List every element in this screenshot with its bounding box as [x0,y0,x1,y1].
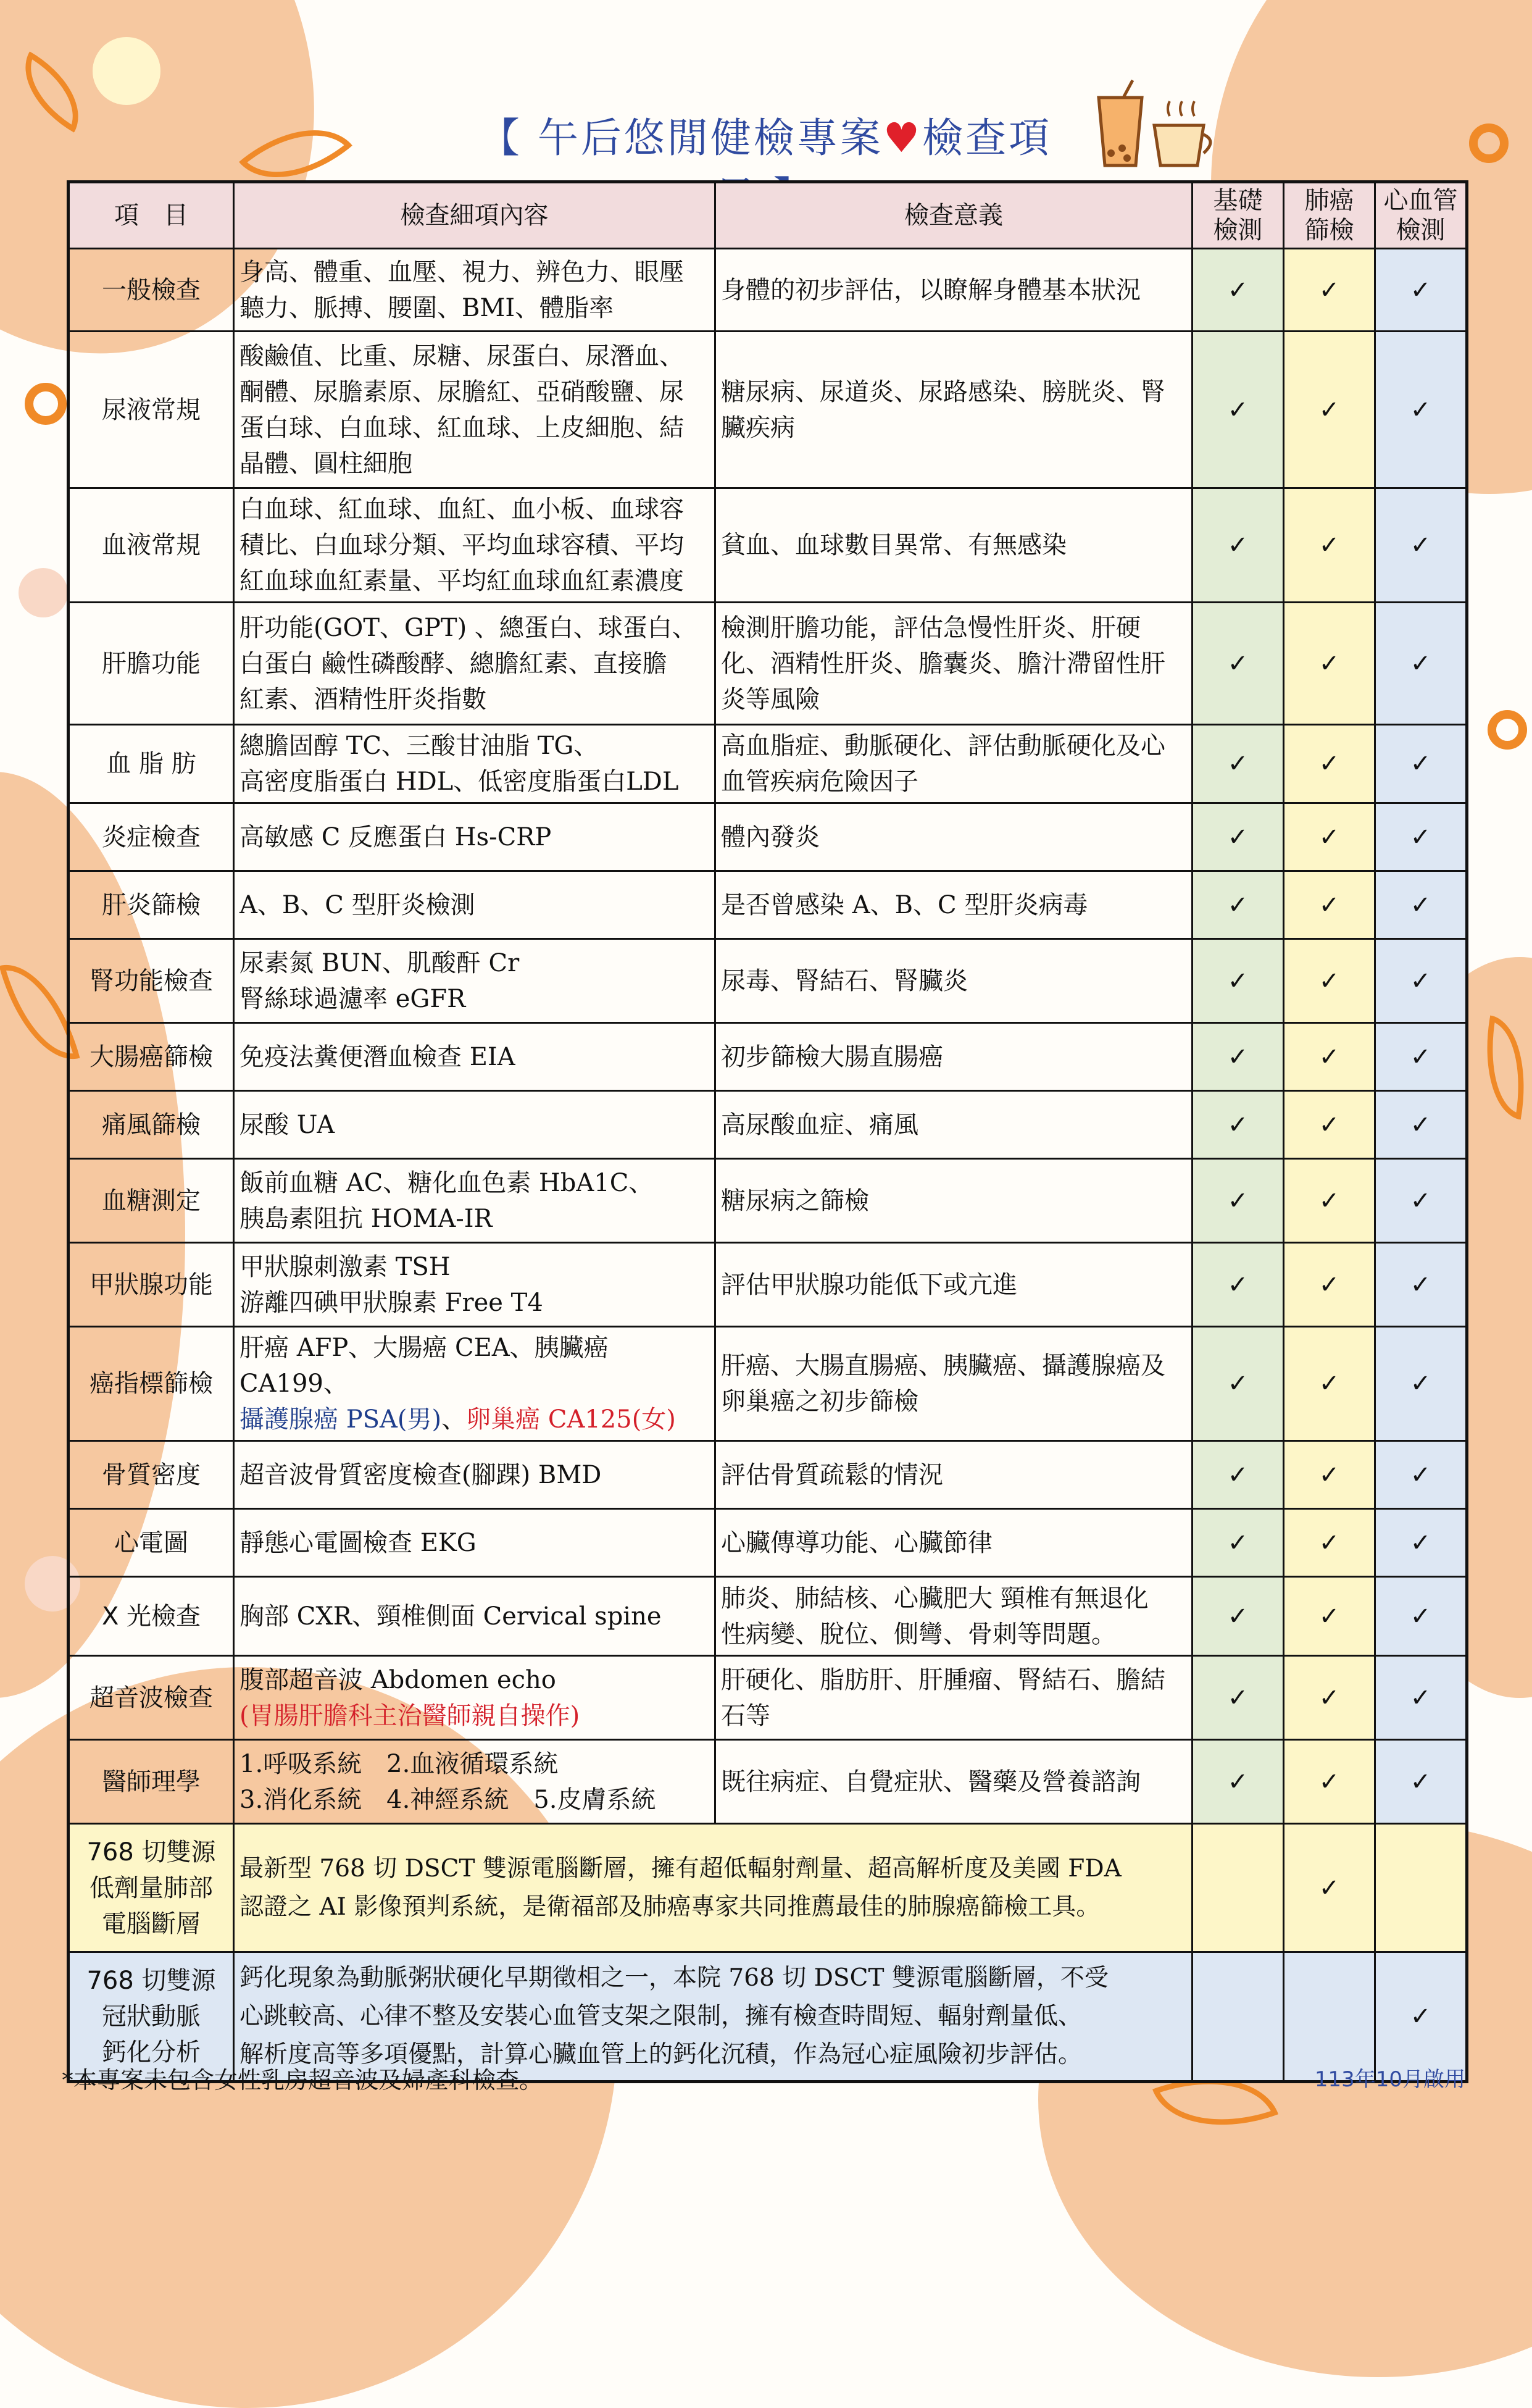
checkup-table [67,180,1468,2083]
table-header-row [69,182,1467,249]
check-icon: ✓ [1284,249,1375,332]
check-icon: ✓ [1375,488,1467,603]
row-detail: 總膽固醇 TC、三酸甘油脂 TG、 高密度脂蛋白 HDL、低密度脂蛋白LDL [234,725,715,803]
check-icon: ✓ [1284,1509,1375,1577]
check-icon: ✓ [1284,1824,1375,1952]
special-item: 768 切雙源 冠狀動脈 鈣化分析 [69,1952,234,2082]
table-row [69,871,1467,939]
row-meaning: 是否曾感染 A、B、C 型肝炎病毒 [715,871,1193,939]
row-item: 血 脂 肪 [69,725,234,803]
check-icon: ✓ [1375,1243,1467,1327]
check-icon: ✓ [1193,1091,1284,1159]
row-detail: 肝功能(GOT、GPT) 、總蛋白、球蛋白、 白蛋白 鹼性磷酸酵、總膽紅素、直接膽 紅素、酒精性肝炎指數 [234,603,715,725]
check-icon: ✓ [1193,488,1284,603]
row-item: 心電圖 [69,1509,234,1577]
check-icon: ✓ [1375,249,1467,332]
row-item: 超音波檢查 [69,1656,234,1740]
row-item: 肝膽功能 [69,603,234,725]
check-icon: ✓ [1375,1577,1467,1656]
table-row [69,488,1467,603]
check-icon: ✓ [1375,1509,1467,1577]
header-meaning: 檢查意義 [715,182,1193,249]
check-icon: ✓ [1284,488,1375,603]
check-icon: ✓ [1284,1441,1375,1509]
table-row [69,249,1467,332]
row-item: 大腸癌篩檢 [69,1023,234,1091]
table-row [69,939,1467,1023]
check-icon: ✓ [1284,1159,1375,1243]
check-icon: ✓ [1193,1656,1284,1740]
row-meaning: 評估甲狀腺功能低下或亢進 [715,1243,1193,1327]
row-detail: 白血球、紅血球、血紅、血小板、血球容 積比、白血球分類、平均血球容積、平均 紅血球血紅素量、平均紅血球血紅素濃度 [234,488,715,603]
empty-cell [1375,1824,1467,1952]
row-meaning: 檢測肝膽功能，評估急慢性肝炎、肝硬 化、酒精性肝炎、膽囊炎、膽汁滯留性肝 炎等風險 [715,603,1193,725]
row-meaning: 體內發炎 [715,803,1193,871]
header-detail: 檢查細項內容 [234,182,715,249]
check-icon: ✓ [1375,1740,1467,1824]
check-icon: ✓ [1375,1091,1467,1159]
check-icon: ✓ [1375,1441,1467,1509]
row-meaning: 糖尿病、尿道炎、尿路感染、膀胱炎、腎 臟疾病 [715,332,1193,488]
empty-cell [1193,1952,1284,2082]
bg-ring [25,383,67,425]
check-icon: ✓ [1375,725,1467,803]
row-meaning: 貧血、血球數目異常、有無感染 [715,488,1193,603]
check-icon: ✓ [1193,939,1284,1023]
check-icon: ✓ [1193,1023,1284,1091]
row-meaning: 高尿酸血症、痛風 [715,1091,1193,1159]
special-row [69,1824,1467,1952]
row-detail: 肝癌 AFP、大腸癌 CEA、胰臟癌 CA199、 攝護腺癌 PSA(男)、卵巢癌 CA125(女) [234,1327,715,1441]
check-icon: ✓ [1284,1656,1375,1740]
check-icon: ✓ [1375,603,1467,725]
heart-icon: ♥ [883,114,923,162]
special-description: 鈣化現象為動脈粥狀硬化早期徵相之一，本院 768 切 DSCT 雙源電腦斷層，不受 心跳較高、心律不整及安裝心血管支架之限制，擁有檢查時間短、輻射劑量低、 解析度高等多項優點，計算心臟血管上的鈣化沉積，作為冠心症風險初步評估。 [234,1952,1193,2082]
row-item: 甲狀腺功能 [69,1243,234,1327]
check-icon: ✓ [1284,939,1375,1023]
check-icon: ✓ [1193,1441,1284,1509]
empty-cell [1193,1824,1284,1952]
row-meaning: 肺炎、肺結核、心臟肥大 頸椎有無退化 性病變、脫位、側彎、骨刺等問題。 [715,1577,1193,1656]
check-icon: ✓ [1284,1243,1375,1327]
row-detail: 甲狀腺刺激素 TSH 游離四碘甲狀腺素 Free T4 [234,1243,715,1327]
row-detail: 免疫法糞便潛血檢查 EIA [234,1023,715,1091]
check-icon: ✓ [1284,1740,1375,1824]
check-icon: ✓ [1193,1577,1284,1656]
check-icon: ✓ [1193,1327,1284,1441]
row-detail: 尿酸 UA [234,1091,715,1159]
row-meaning: 心臟傳導功能、心臟節律 [715,1509,1193,1577]
row-item: 癌指標篩檢 [69,1327,234,1441]
check-icon: ✓ [1193,1509,1284,1577]
row-item: 血糖測定 [69,1159,234,1243]
bg-dot [19,568,68,617]
bg-ring [1488,710,1527,750]
row-detail: 超音波骨質密度檢查(腳踝) BMD [234,1441,715,1509]
check-icon: ✓ [1284,871,1375,939]
check-icon: ✓ [1284,1091,1375,1159]
page-title: 【 午后悠閒健檢專案♥檢查項 [478,114,1052,162]
table-row [69,1441,1467,1509]
table-row [69,1327,1467,1441]
table-row [69,1159,1467,1243]
check-icon: ✓ [1375,939,1467,1023]
header-item: 項 目 [69,182,234,249]
header-basic: 基礎 檢測 [1193,182,1284,249]
check-icon: ✓ [1375,1159,1467,1243]
row-meaning: 肝癌、大腸直腸癌、胰臟癌、攝護腺癌及 卵巢癌之初步篩檢 [715,1327,1193,1441]
table-row [69,1577,1467,1656]
check-icon: ✓ [1193,332,1284,488]
row-item: 尿液常規 [69,332,234,488]
table-row [69,803,1467,871]
check-icon: ✓ [1284,803,1375,871]
table-row [69,1243,1467,1327]
check-icon: ✓ [1375,871,1467,939]
check-icon: ✓ [1284,1327,1375,1441]
row-detail: 酸鹼值、比重、尿糖、尿蛋白、尿潛血、 酮體、尿膽素原、尿膽紅、亞硝酸鹽、尿 蛋白球、白血球、紅血球、上皮細胞、結 晶體、圓柱細胞 [234,332,715,488]
check-icon: ✓ [1284,332,1375,488]
row-detail: A、B、C 型肝炎檢測 [234,871,715,939]
row-meaning: 高血脂症、動脈硬化、評估動脈硬化及心 血管疾病危險因子 [715,725,1193,803]
row-detail: 胸部 CXR、頸椎側面 Cervical spine [234,1577,715,1656]
row-meaning: 尿毒、腎結石、腎臟炎 [715,939,1193,1023]
special-description: 最新型 768 切 DSCT 雙源電腦斷層，擁有超低輻射劑量、超高解析度及美國 FDA 認證之 AI 影像預判系統，是衛福部及肺癌專家共同推薦最佳的肺腺癌篩檢工具。 [234,1824,1193,1952]
row-detail: 1.呼吸系統 2.血液循環系統 3.消化系統 4.神經系統 5.皮膚系統 [234,1740,715,1824]
row-meaning: 糖尿病之篩檢 [715,1159,1193,1243]
check-icon: ✓ [1375,1327,1467,1441]
row-item: 肝炎篩檢 [69,871,234,939]
row-item: 腎功能檢查 [69,939,234,1023]
footer-note: *本專案未包含女性乳房超音波及婦產科檢查。 [62,2067,543,2094]
table-row [69,603,1467,725]
row-detail: 靜態心電圖檢查 EKG [234,1509,715,1577]
check-icon: ✓ [1375,1023,1467,1091]
check-icon: ✓ [1375,1952,1467,2082]
row-meaning: 既往病症、自覺症狀、醫藥及營養諮詢 [715,1740,1193,1824]
row-meaning: 肝硬化、脂肪肝、肝腫瘤、腎結石、膽結 石等 [715,1656,1193,1740]
row-item: 血液常規 [69,488,234,603]
table-row [69,1656,1467,1740]
check-icon: ✓ [1284,1577,1375,1656]
check-icon: ✓ [1193,1243,1284,1327]
check-icon: ✓ [1375,803,1467,871]
drinks-illustration-icon [1086,79,1216,172]
row-item: 一般檢查 [69,249,234,332]
table-row [69,1509,1467,1577]
check-icon: ✓ [1193,249,1284,332]
table-row [69,1023,1467,1091]
table-row [69,725,1467,803]
row-meaning: 身體的初步評估，以瞭解身體基本狀況 [715,249,1193,332]
row-detail: 身高、體重、血壓、視力、辨色力、眼壓 聽力、脈搏、腰圍、BMI、體脂率 [234,249,715,332]
check-icon: ✓ [1193,725,1284,803]
check-icon: ✓ [1193,603,1284,725]
bg-ring [1469,123,1509,163]
row-item: 痛風篩檢 [69,1091,234,1159]
row-detail: 尿素氮 BUN、肌酸酐 Cr 腎絲球過濾率 eGFR [234,939,715,1023]
check-icon: ✓ [1284,1023,1375,1091]
check-icon: ✓ [1193,871,1284,939]
check-icon: ✓ [1375,332,1467,488]
footer-date: 113年10月啟用 [1314,2067,1465,2092]
row-item: 骨質密度 [69,1441,234,1509]
table-row [69,332,1467,488]
check-icon: ✓ [1375,1656,1467,1740]
table-row [69,1091,1467,1159]
check-icon: ✓ [1284,725,1375,803]
header-cardio: 心血管 檢測 [1375,182,1467,249]
row-meaning: 初步篩檢大腸直腸癌 [715,1023,1193,1091]
table-row [69,1740,1467,1824]
row-detail: 高敏感 C 反應蛋白 Hs-CRP [234,803,715,871]
check-icon: ✓ [1284,603,1375,725]
row-meaning: 評估骨質疏鬆的情況 [715,1441,1193,1509]
check-icon: ✓ [1193,1159,1284,1243]
bg-dot [93,37,160,105]
row-detail: 飯前血糖 AC、糖化血色素 HbA1C、 胰島素阻抗 HOMA-IR [234,1159,715,1243]
special-item: 768 切雙源 低劑量肺部 電腦斷層 [69,1824,234,1952]
header-lung: 肺癌 篩檢 [1284,182,1375,249]
row-item: X 光檢查 [69,1577,234,1656]
check-icon: ✓ [1193,1740,1284,1824]
check-icon: ✓ [1193,803,1284,871]
row-item: 炎症檢查 [69,803,234,871]
row-detail: 腹部超音波 Abdomen echo (胃腸肝膽科主治醫師親自操作) [234,1656,715,1740]
row-item: 醫師理學 [69,1740,234,1824]
